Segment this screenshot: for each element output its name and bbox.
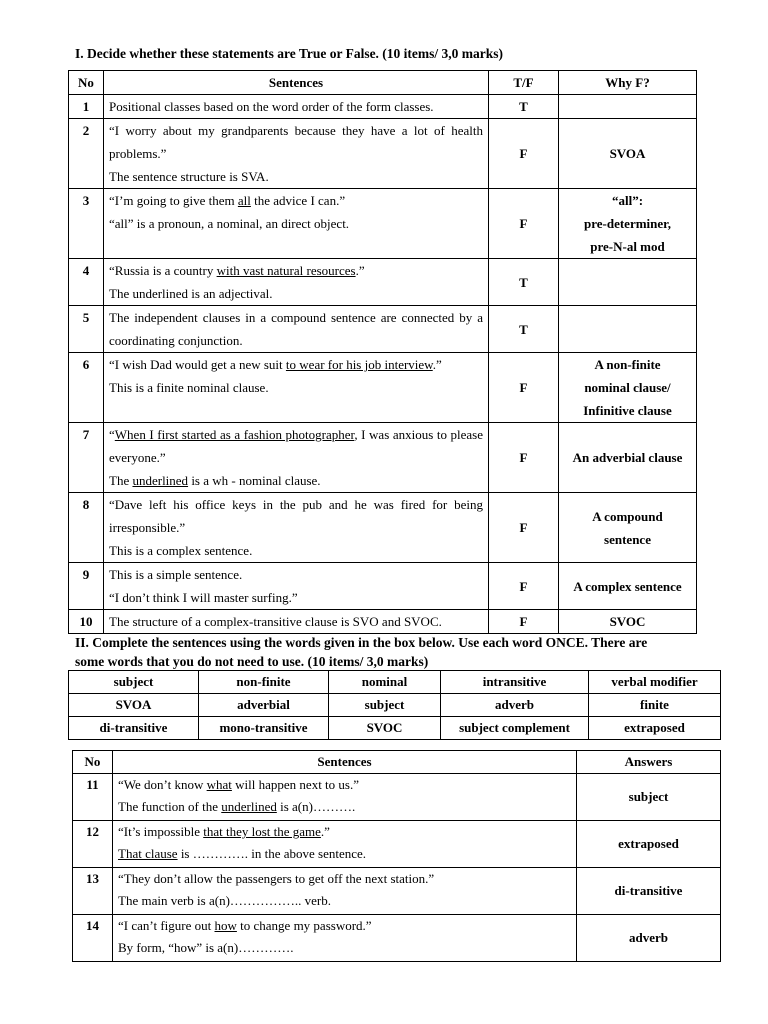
sentence-text: “It’s impossible bbox=[118, 824, 204, 839]
why-line: A non-finite bbox=[594, 357, 661, 372]
why-line: A compound bbox=[592, 508, 663, 524]
sentence-cell bbox=[104, 353, 489, 423]
sentence-line bbox=[109, 306, 483, 352]
sentence-cell bbox=[104, 423, 489, 493]
word-box-row bbox=[69, 717, 721, 740]
why-false-cell: An adverbial clause bbox=[559, 423, 697, 493]
underlined-text: underlined bbox=[132, 473, 189, 488]
tf-answer: F bbox=[489, 119, 559, 189]
underlined-text: all bbox=[237, 193, 251, 208]
sentence-text: , I was anxious to please everyone.” bbox=[109, 427, 483, 465]
answer-cell: subject bbox=[577, 774, 721, 821]
word-box-cell: adverbial bbox=[199, 694, 329, 717]
word-box-cell: di-transitive bbox=[69, 717, 199, 740]
sentence-line bbox=[109, 165, 483, 188]
sentence-text: This is a simple sentence. bbox=[109, 567, 243, 582]
sentence-cell bbox=[104, 259, 489, 306]
sentence-line bbox=[109, 586, 483, 609]
sentence-text: This is a complex sentence. bbox=[109, 543, 253, 558]
sentence-line bbox=[109, 376, 483, 399]
word-box-cell: subject bbox=[69, 671, 199, 694]
sentence-cell bbox=[104, 610, 489, 634]
sentence-text: “Russia is a country bbox=[109, 263, 217, 278]
item-number: 8 bbox=[69, 493, 104, 563]
table-row bbox=[69, 563, 697, 610]
underlined-text: to wear for his job interview bbox=[285, 357, 433, 372]
table-row bbox=[69, 493, 697, 563]
sentence-text: “I’m going to give them bbox=[109, 193, 238, 208]
sentence-cell bbox=[104, 306, 489, 353]
tf-answer: F bbox=[489, 189, 559, 259]
sentence-text: “Dave left his office keys in the pub and he was fired for being irresponsible.” bbox=[109, 497, 483, 535]
tf-answer: F bbox=[489, 493, 559, 563]
table-header-row bbox=[73, 751, 721, 774]
why-false-cell bbox=[559, 95, 697, 119]
why-false-cell: SVOC bbox=[559, 610, 697, 634]
sentence-line bbox=[118, 937, 571, 959]
why-false-cell bbox=[559, 306, 697, 353]
sentence-text: the advice I can.” bbox=[250, 193, 346, 208]
sentence-line bbox=[109, 259, 483, 282]
item-number: 7 bbox=[69, 423, 104, 493]
sentence-text: The bbox=[109, 473, 133, 488]
answer-cell: adverb bbox=[577, 915, 721, 962]
header-sentences: Sentences bbox=[113, 751, 577, 774]
table-row bbox=[73, 774, 721, 821]
header-why: Why F? bbox=[559, 71, 697, 95]
item-number: 1 bbox=[69, 95, 104, 119]
sentence-text: The structure of a complex-transitive clause is SVO and SVOC. bbox=[109, 614, 442, 629]
item-number: 4 bbox=[69, 259, 104, 306]
header-no: No bbox=[73, 751, 113, 774]
sentence-line bbox=[109, 563, 483, 586]
item-number: 13 bbox=[73, 868, 113, 915]
why-line: “all”: bbox=[611, 193, 644, 208]
sentence-text: “I wish Dad would get a new suit bbox=[109, 357, 286, 372]
sentence-line bbox=[118, 868, 571, 890]
sentence-line bbox=[118, 796, 571, 818]
word-box-cell: intransitive bbox=[441, 671, 589, 694]
why-line: pre-N-al mod bbox=[590, 239, 665, 254]
item-number: 14 bbox=[73, 915, 113, 962]
underlined-text: that they lost the game bbox=[203, 824, 321, 839]
item-number: 11 bbox=[73, 774, 113, 821]
item-number: 2 bbox=[69, 119, 104, 189]
sentence-text: is a wh - nominal clause. bbox=[188, 473, 321, 488]
table-row bbox=[73, 915, 721, 962]
underlined-text: When I first started as a fashion photographer bbox=[114, 427, 355, 442]
sentence-cell bbox=[104, 563, 489, 610]
sentence-line bbox=[109, 469, 483, 492]
sentence-cell bbox=[113, 774, 577, 821]
sentence-cell bbox=[113, 915, 577, 962]
sentence-text: “all” is a pronoun, a nominal, an direct object. bbox=[109, 216, 350, 231]
sentence-text: The underlined is an adjectival. bbox=[109, 286, 273, 301]
section2-heading-line1: II. Complete the sentences using the words given in the box below. Use each word ONCE. There are bbox=[75, 635, 648, 650]
underlined-text: underlined bbox=[221, 799, 277, 814]
tf-answer: F bbox=[489, 610, 559, 634]
header-tf: T/F bbox=[489, 71, 559, 95]
tf-answer: T bbox=[489, 95, 559, 119]
table-row bbox=[69, 119, 697, 189]
item-number: 3 bbox=[69, 189, 104, 259]
sentence-text: “I can’t figure out bbox=[118, 918, 215, 933]
sentence-line bbox=[109, 189, 483, 212]
item-number: 6 bbox=[69, 353, 104, 423]
item-number: 5 bbox=[69, 306, 104, 353]
sentence-line bbox=[109, 610, 483, 633]
table-row bbox=[73, 821, 721, 868]
why-line: sentence bbox=[604, 531, 651, 547]
table-row bbox=[69, 353, 697, 423]
sentence-line bbox=[118, 821, 571, 843]
table-row bbox=[69, 306, 697, 353]
sentence-text: “I don’t think I will master surfing.” bbox=[109, 590, 298, 605]
word-box-cell: SVOC bbox=[329, 717, 441, 740]
word-box-cell: subject complement bbox=[441, 717, 589, 740]
why-line: Infinitive clause bbox=[583, 403, 672, 418]
sentence-text: .” bbox=[355, 263, 365, 278]
sentence-line bbox=[109, 212, 483, 235]
sentence-line bbox=[118, 774, 571, 796]
why-line: pre-determiner, bbox=[583, 216, 671, 231]
why-line: nominal clause/ bbox=[584, 380, 671, 395]
sentence-text: Positional classes based on the word order of the form classes. bbox=[109, 99, 434, 114]
item-number: 10 bbox=[69, 610, 104, 634]
table-row bbox=[69, 259, 697, 306]
word-box-cell: nominal bbox=[329, 671, 441, 694]
sentence-cell bbox=[113, 868, 577, 915]
why-false-cell bbox=[559, 353, 697, 423]
header-answers: Answers bbox=[577, 751, 721, 774]
tf-answer: F bbox=[489, 353, 559, 423]
underlined-text: what bbox=[206, 777, 232, 792]
table-header-row bbox=[69, 71, 697, 95]
tf-answer: F bbox=[489, 423, 559, 493]
sentence-text: The function of the bbox=[118, 799, 222, 814]
word-box-cell: verbal modifier bbox=[589, 671, 721, 694]
sentence-cell bbox=[104, 189, 489, 259]
sentence-cell bbox=[104, 95, 489, 119]
word-box-cell: adverb bbox=[441, 694, 589, 717]
sentence-line bbox=[118, 915, 571, 937]
sentence-line bbox=[109, 353, 483, 376]
sentence-text: “They don’t allow the passengers to get off the next station.” bbox=[118, 871, 435, 886]
tf-answer: T bbox=[489, 259, 559, 306]
word-box-cell: SVOA bbox=[69, 694, 199, 717]
sentence-line bbox=[109, 493, 483, 539]
sentence-text: to change my password.” bbox=[236, 918, 372, 933]
word-box-row bbox=[69, 694, 721, 717]
table-row bbox=[69, 95, 697, 119]
tf-answer: F bbox=[489, 563, 559, 610]
tf-answer: T bbox=[489, 306, 559, 353]
why-false-cell: A complex sentence bbox=[559, 563, 697, 610]
word-box-cell: extraposed bbox=[589, 717, 721, 740]
header-no: No bbox=[69, 71, 104, 95]
section1-heading: I. Decide whether these statements are True or False. (10 items/ 3,0 marks) bbox=[75, 46, 504, 61]
word-box-cell: mono-transitive bbox=[199, 717, 329, 740]
sentence-text: .” bbox=[432, 357, 442, 372]
table-row bbox=[69, 189, 697, 259]
sentence-text: The independent clauses in a compound sentence are connected by a coordinating conjunction. bbox=[109, 310, 483, 348]
answer-cell: di-transitive bbox=[577, 868, 721, 915]
why-false-cell bbox=[559, 493, 697, 563]
word-box-cell: subject bbox=[329, 694, 441, 717]
sentence-cell bbox=[113, 821, 577, 868]
sentence-text: is …………. in the above sentence. bbox=[177, 846, 367, 861]
completion-table bbox=[72, 750, 721, 962]
sentence-text: This is a finite nominal clause. bbox=[109, 380, 269, 395]
why-false-cell: SVOA bbox=[559, 119, 697, 189]
item-number: 9 bbox=[69, 563, 104, 610]
sentence-cell bbox=[104, 119, 489, 189]
underlined-text: That clause bbox=[118, 846, 178, 861]
true-false-table bbox=[68, 70, 697, 634]
section2-heading-line2: some words that you do not need to use. (10 items/ 3,0 marks) bbox=[75, 654, 429, 669]
sentence-text: By form, “how” is a(n)…………. bbox=[118, 940, 294, 955]
sentence-line bbox=[109, 119, 483, 165]
why-false-cell bbox=[559, 189, 697, 259]
sentence-cell bbox=[104, 493, 489, 563]
table-row bbox=[69, 610, 697, 634]
underlined-text: with vast natural resources bbox=[216, 263, 356, 278]
item-number: 12 bbox=[73, 821, 113, 868]
sentence-text: The main verb is a(n)…………….. verb. bbox=[118, 893, 332, 908]
sentence-line bbox=[109, 423, 483, 469]
word-box-row bbox=[69, 671, 721, 694]
why-false-cell bbox=[559, 259, 697, 306]
sentence-line bbox=[109, 282, 483, 305]
answer-cell: extraposed bbox=[577, 821, 721, 868]
sentence-text: will happen next to us.” bbox=[231, 777, 359, 792]
sentence-line bbox=[118, 890, 571, 912]
table-row bbox=[69, 423, 697, 493]
sentence-text: “I worry about my grandparents because they have a lot of health problems.” bbox=[109, 123, 483, 161]
word-box-cell: finite bbox=[589, 694, 721, 717]
word-box bbox=[68, 670, 721, 740]
sentence-line bbox=[118, 843, 571, 865]
sentence-text: “ bbox=[109, 427, 115, 442]
sentence-line bbox=[109, 95, 483, 118]
sentence-line bbox=[109, 539, 483, 562]
underlined-text: how bbox=[214, 918, 237, 933]
sentence-text: “We don’t know bbox=[118, 777, 207, 792]
sentence-text: .” bbox=[320, 824, 330, 839]
sentence-text: The sentence structure is SVA. bbox=[109, 169, 269, 184]
table-row bbox=[73, 868, 721, 915]
header-sentences: Sentences bbox=[104, 71, 489, 95]
word-box-cell: non-finite bbox=[199, 671, 329, 694]
sentence-text: is a(n)………. bbox=[276, 799, 356, 814]
